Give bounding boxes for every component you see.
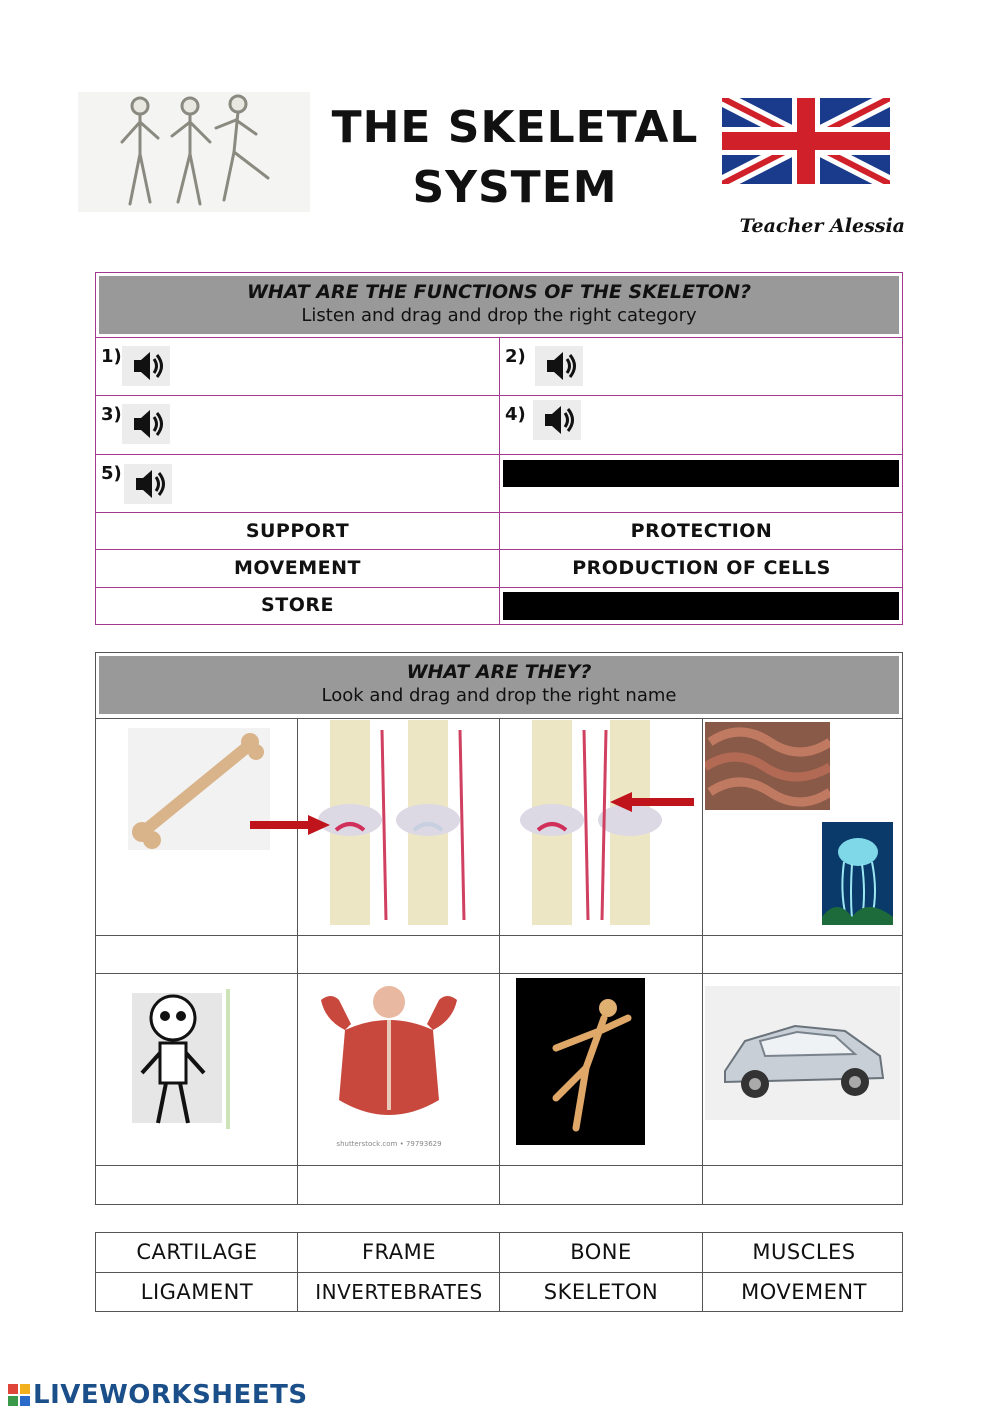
functions-question: WHAT ARE THE FUNCTIONS OF THE SKELETON? [246, 281, 752, 303]
worms-image [705, 722, 830, 810]
names-instruction: Look and drag and drop the right name [321, 685, 677, 706]
item-number-1: 1) [101, 346, 122, 367]
knee-ligament-image [502, 720, 700, 925]
title-line-1: THE SKELETAL [331, 102, 699, 153]
names-header [99, 656, 899, 714]
blocked-cell [503, 460, 899, 487]
category-support[interactable]: SUPPORT [245, 520, 350, 542]
title-line-2: SYSTEM [412, 162, 618, 213]
item-number-3: 3) [101, 404, 122, 425]
speaker-icon[interactable] [122, 404, 170, 444]
dancing-skeletons-image [78, 92, 310, 212]
blocked-cell [503, 592, 899, 620]
bone-image [128, 728, 270, 850]
page-title [330, 98, 700, 218]
word-cartilage[interactable]: CARTILAGE [136, 1240, 258, 1264]
names-question: WHAT ARE THEY? [406, 661, 592, 683]
word-invertebrates[interactable]: INVERTEBRATES [315, 1280, 483, 1304]
speaker-icon[interactable] [535, 346, 583, 386]
car-frame-image [705, 986, 900, 1120]
stock-watermark: shutterstock.com • 79793629 [336, 1140, 442, 1148]
speaker-icon[interactable] [533, 400, 581, 440]
item-number-5: 5) [101, 463, 122, 484]
word-frame[interactable]: FRAME [361, 1240, 437, 1264]
liveworksheets-logo-icon [8, 1384, 30, 1406]
liveworksheets-logo[interactable]: LIVEWORKSHEETS [33, 1380, 308, 1410]
word-bone[interactable]: BONE [570, 1240, 632, 1264]
uk-flag-icon [722, 98, 890, 184]
item-number-4: 4) [505, 404, 526, 425]
category-production-of-cells[interactable]: PRODUCTION OF CELLS [572, 557, 831, 579]
item-number-2: 2) [505, 346, 526, 367]
category-store[interactable]: STORE [261, 594, 334, 616]
muscles-image [315, 980, 463, 1146]
word-skeleton[interactable]: SKELETON [543, 1280, 659, 1304]
speaker-icon[interactable] [122, 346, 170, 386]
teacher-name: Teacher Alessia [739, 215, 905, 237]
functions-header [99, 276, 899, 334]
functions-instruction: Listen and drag and drop the right category [301, 305, 697, 326]
speaker-icon[interactable] [124, 464, 172, 504]
arrow-right-icon [250, 815, 330, 835]
human-skeleton-image [516, 978, 645, 1145]
arrow-left-icon [610, 792, 694, 812]
word-muscles[interactable]: MUSCLES [752, 1240, 856, 1264]
word-movement[interactable]: MOVEMENT [741, 1280, 867, 1304]
category-protection[interactable]: PROTECTION [630, 520, 773, 542]
jellyfish-image [822, 822, 893, 925]
cartoon-skeleton-image [128, 983, 240, 1135]
category-movement[interactable]: MOVEMENT [234, 557, 361, 579]
word-ligament[interactable]: LIGAMENT [140, 1280, 254, 1304]
